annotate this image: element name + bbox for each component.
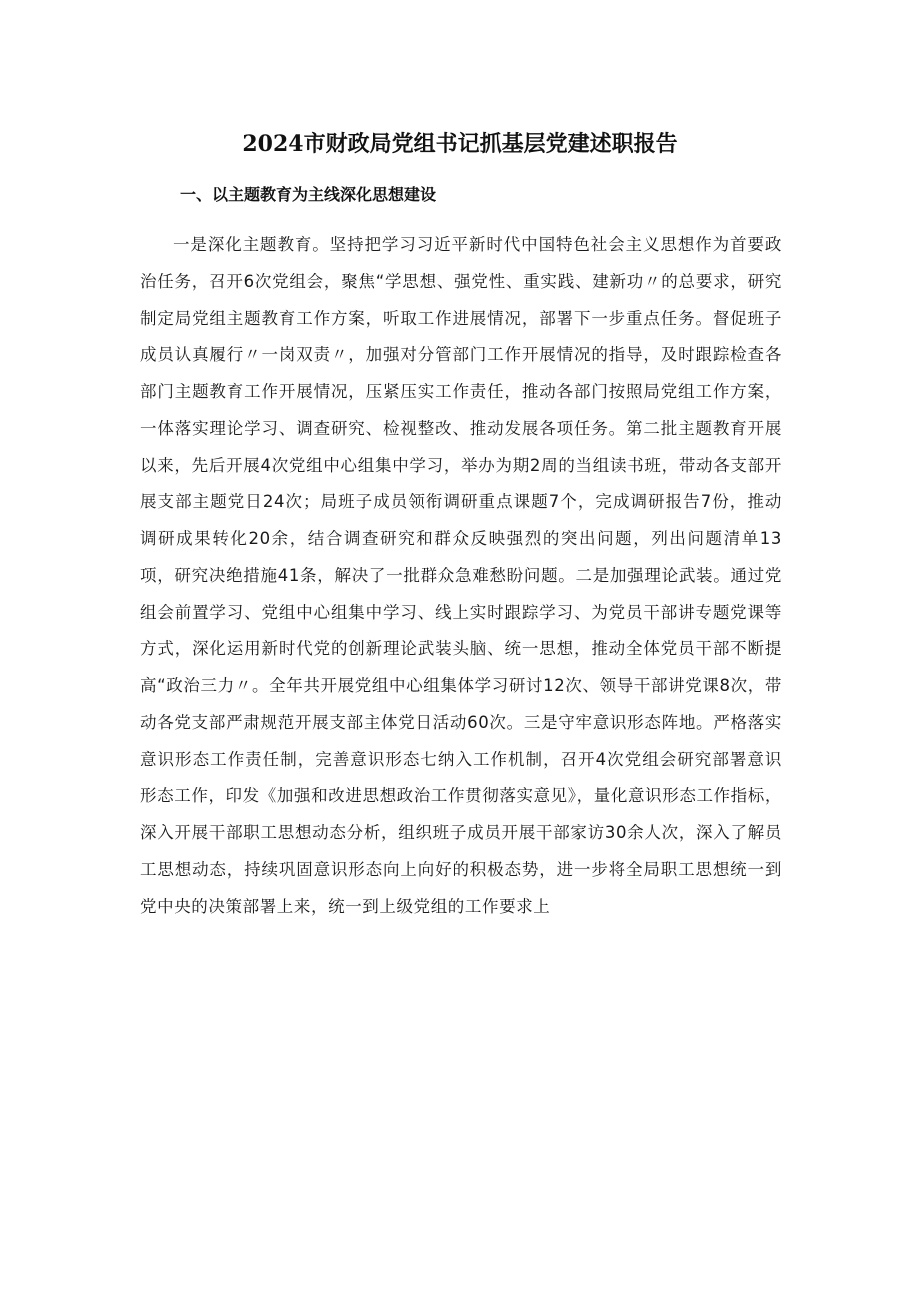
document-title: 2024市财政局党组书记抓基层党建述职报告 [242,131,678,157]
section-heading: 一、以主题教育为主线深化思想建设 [180,185,437,204]
body-paragraph: 一是深化主题教育。坚持把学习习近平新时代中国特色社会主义思想作为首要政治任务，召开6次党组会，聚焦“学思想、强党性、重实践、建新功〃的总要求，研究制定局党组主题教育工作方案，听取工作进展情况，部署下一步重点任务。督促班子成员认真履行〃一岗双责〃，加强对分管部门工作开展情况的指导，及时跟踪检查各部门主题教育工作开展情况，压紧压实工作责任，推动各部门按照局党组工作方案，一体落实理论学习、调查研究、检视整改、推动发展各项任务。第二批主题教育开展以来，先后开展4次党组中心组集中学习，举办为期2周的当组读书班，带动各支部开展支部主题党日24次；局班子成员领衔调研重点课题7个，完成调研报告7份，推动调研成果转化20余，结合调查研究和群众反映强烈的突出问题，列出问题清单13项，研究决绝措施41条，解决了一批群众急难愁盼问题。二是加强理论武装。通过党组会前置学习、党组中心组集中学习、线上实时跟踪学习、为党员干部讲专题党课等方式，深化运用新时代党的创新理论武装头脑、统一思想，推动全体党员干部不断提高“政治三力〃。全年共开展党组中心组集体学习研讨12次、领导干部讲党课8次，带动各党支部严肃规范开展支部主体党日活动60次。三是守牢意识形态阵地。严格落实意识形态工作责任制，完善意识形态七纳入工作机制，召开4次党组会研究部署意识形态工作，印发《加强和改进思想政治工作贯彻落实意见》，量化意识形态工作指标，深入开展干部职工思想动态分析，组织班子成员开展干部家访30余人次，深入了解员工思想动态，持续巩固意识形态向上向好的积极态势，进一步将全局职工思想统一到党中央的决策部署上来，统一到上级党组的工作要求上 [140,235,782,916]
